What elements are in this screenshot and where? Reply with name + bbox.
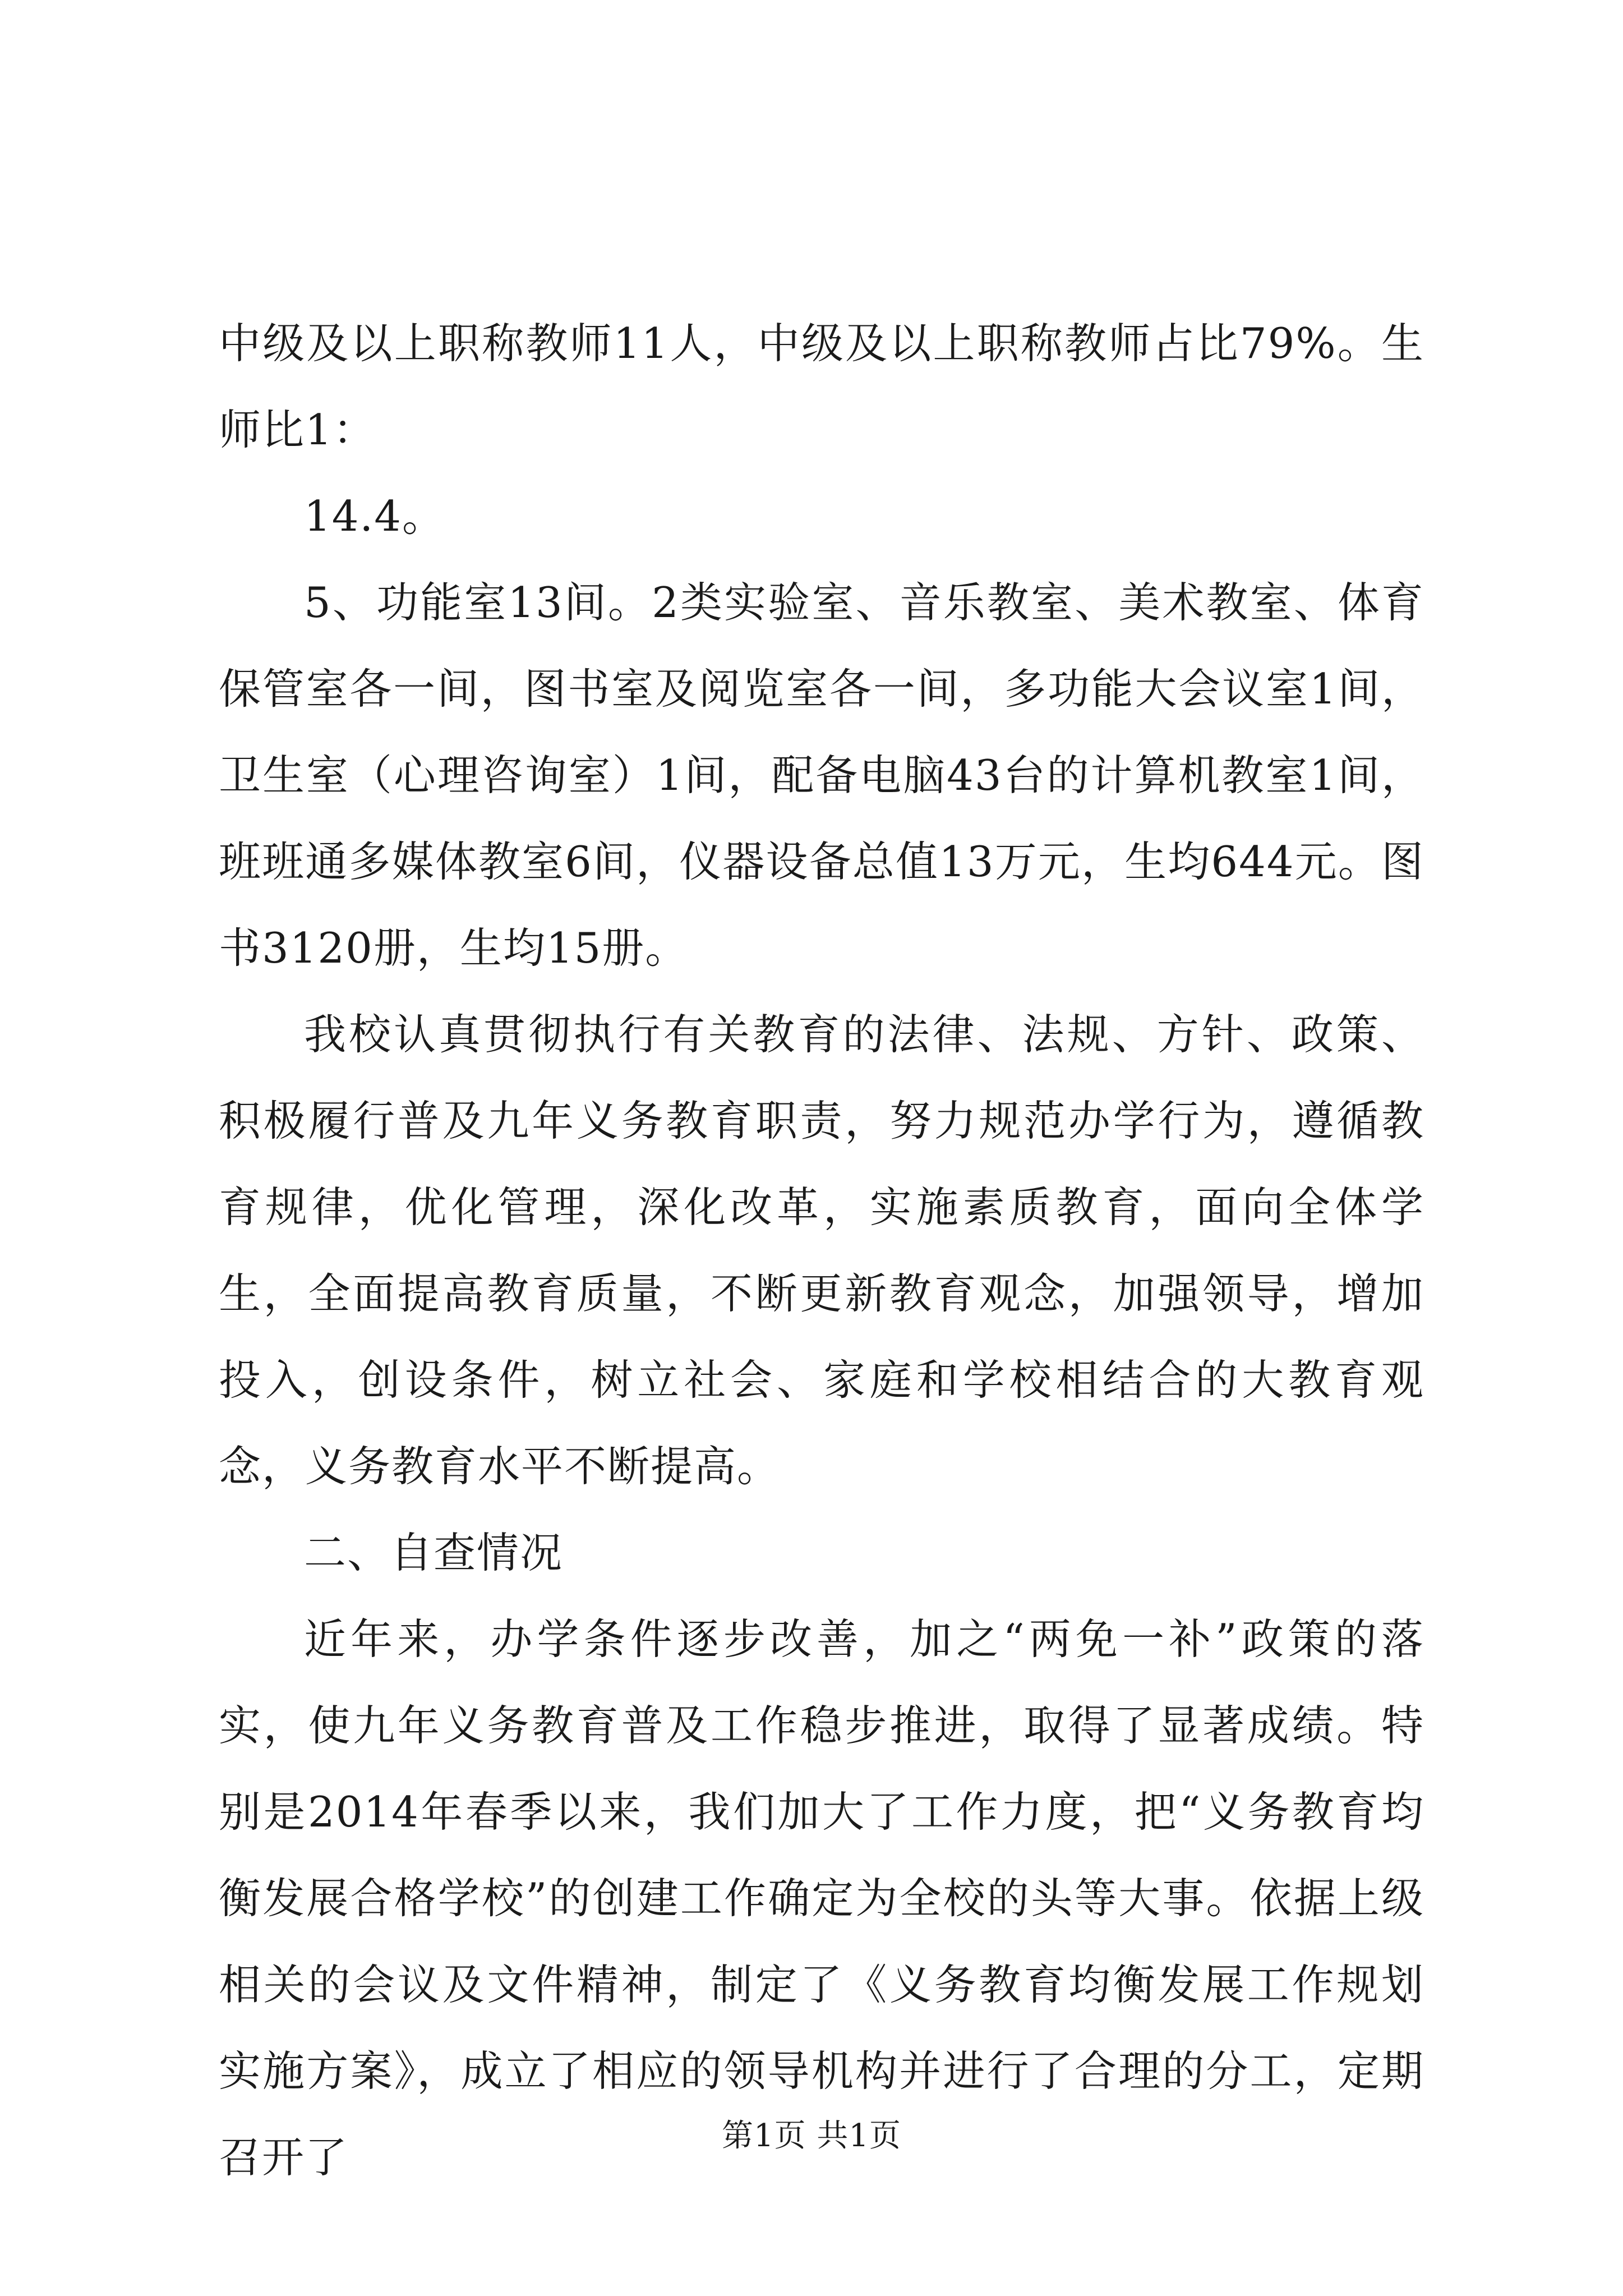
section-heading-self-inspection: 二、自查情况: [304, 1528, 564, 1577]
paragraph-3: 5、功能室13间。2类实验室、音乐教室、美术教室、体育保管室各一间，图书室及阅览室各一间，多功能大会议室1间，卫生室（心理咨询室）1间，配备电脑43台的计算机教室1间，班班通多媒体教室6间，仪器设备总值13万元，生均644元。图书3120册，生均15册。: [219, 578, 1424, 973]
paragraph-2: 14.4。: [304, 491, 445, 541]
document-body: [219, 300, 1424, 2201]
page-footer: 第1页 共1页: [721, 2118, 902, 2154]
paragraph-1: 中级及以上职称教师11人，中级及以上职称教师占比79%。生师比1：: [219, 319, 1424, 454]
paragraph-6: 近年来，办学条件逐步改善，加之“两免一补”政策的落实，使九年义务教育普及工作稳步推进，取得了显著成绩。特别是2014年春季以来，我们加大了工作力度，把“义务教育均衡发展合格学校”的创建工作确定为全校的头等大事。依据上级相关的会议及文件精神，制定了《义务教育均衡发展工作规划实施方案》，成立了相应的领导机构并进行了合理的分工，定期召开了: [219, 1614, 1424, 2182]
paragraph-4: 我校认真贯彻执行有关教育的法律、法规、方针、政策、积极履行普及九年义务教育职责，努力规范办学行为，遵循教育规律，优化管理，深化改革，实施素质教育，面向全体学生，全面提高教育质量，不断更新教育观念，加强领导，增加投入，创设条件，树立社会、家庭和学校相结合的大教育观念，义务教育水平不断提高。: [219, 1010, 1424, 1491]
